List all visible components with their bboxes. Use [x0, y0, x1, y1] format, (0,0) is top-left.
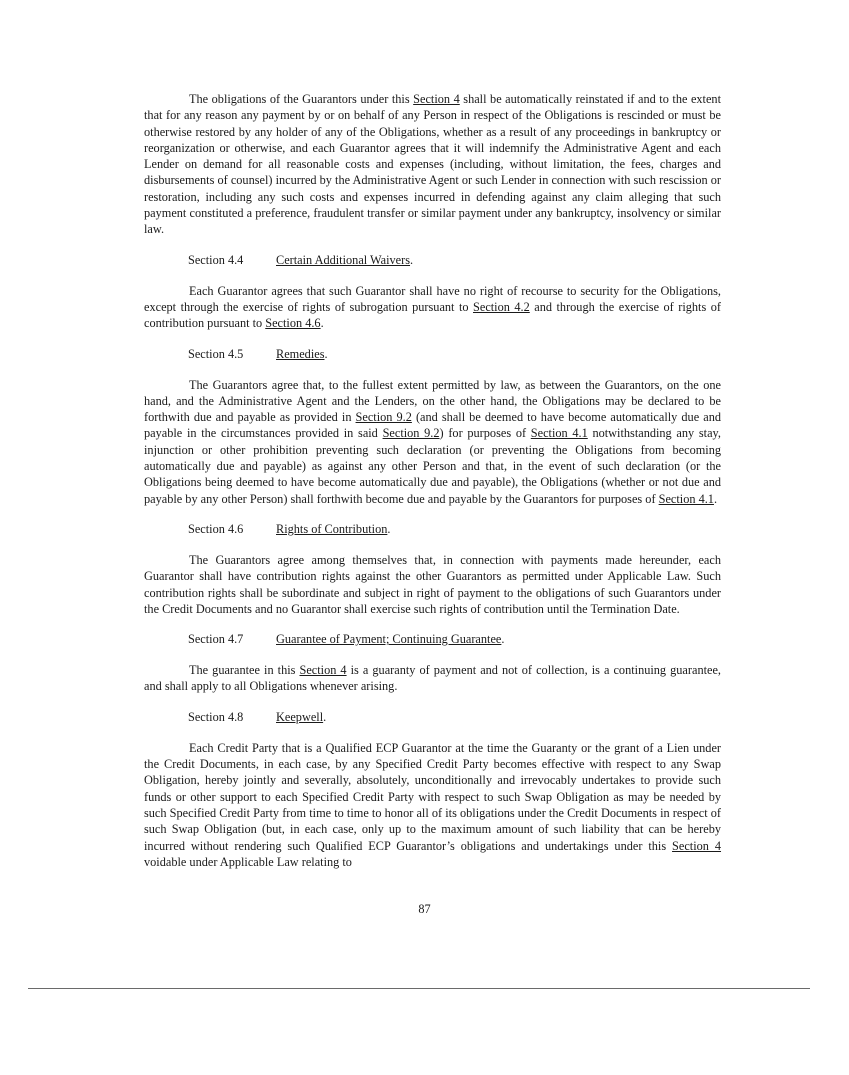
section-title: Guarantee of Payment; Continuing Guarantee	[276, 632, 502, 647]
section-title: Rights of Contribution	[276, 521, 388, 536]
section-number: Section 4.7	[188, 632, 244, 647]
document-page	[144, 91, 721, 870]
section-reference-link: Section 9.2	[355, 410, 412, 425]
text-run: Each Credit Party that is a Qualified ECP Guarantor at the time the Guaranty or the grant of a Lien under the Credit Documents, in each case, by any Specified Credit Party becomes effective with respect to any Swap Obligation, hereby jointly and severally, absolutely, unconditionally and irrevocably undertakes to provide such funds or other support to each Specified Credit Party with respect to such Swap Obligation as may be needed by such Specified Credit Party from time to time to honor all of its obligations under the Credit Documents in respect of such Swap Obligation (but, in each case, only up to the maximum amount of such liability that can be hereby incurred without rendering such Qualified ECP Guarantor’s obligations and undertakings under this	[144, 740, 721, 853]
footer-divider	[28, 988, 810, 989]
section-reference-link: Section 4	[672, 838, 722, 853]
page-number: 87	[418, 902, 431, 916]
text-run: notwithstanding any stay, injunction or other prohibition preventing such declaration (or preventing the Obligations from becoming automatically due and payable) as against any other Person and that, in the event of such declaration (or the Obligations being deemed to have become automatically due and payable), the Obligations (whether or not due and payable by any other Person) shall forthwith become due and payable by the Guarantors for purposes of	[144, 426, 721, 506]
contribution-paragraph	[144, 552, 721, 617]
section-title: Remedies	[276, 346, 325, 361]
continuing-guarantee-paragraph	[144, 662, 721, 695]
section-number: Section 4.5	[188, 346, 244, 361]
section-4-4-heading	[144, 252, 721, 268]
section-reference-link: Section 4.2	[473, 299, 530, 314]
section-title-period: .	[501, 632, 505, 647]
section-number: Section 4.4	[188, 252, 244, 267]
text-run: .	[713, 491, 718, 506]
additional-waivers-paragraph	[144, 283, 721, 332]
text-run: (and shall be deemed to have become automatically due and payable in the circumstances provided in said	[144, 410, 721, 441]
text-run: .	[320, 316, 324, 331]
section-4-6-heading	[144, 521, 721, 537]
section-title-period: .	[323, 709, 327, 724]
remedies-paragraph	[144, 377, 721, 507]
section-title: Keepwell	[276, 709, 324, 724]
text-run: and through the exercise of rights of contribution pursuant to	[144, 299, 721, 331]
section-reference-link: Section 4.1	[658, 491, 714, 506]
section-title-period: .	[387, 521, 391, 536]
section-reference-link: Section 4.1	[530, 426, 588, 441]
section-4-5-heading	[144, 346, 721, 362]
section-title-period: .	[324, 346, 328, 361]
text-run: The Guarantors agree among themselves that, in connection with payments made hereunder, each Guarantor shall have contribution rights against the other Guarantors as permitted under Applicable Law. Such contribution rights shall be subordinate and subject in right of payment to the obligations of such Guarantors under the Credit Documents and no Guarantor shall exercise such rights of contribution until the Termination Date.	[144, 552, 721, 616]
section-number: Section 4.6	[188, 521, 244, 536]
section-reference-link: Section 4.6	[265, 316, 321, 331]
text-run: is a guaranty of payment and not of collection, is a continuing guarantee, and shall apply to all Obligations whenever arising.	[144, 663, 721, 694]
section-reference-link: Section 4	[413, 92, 460, 106]
section-title: Certain Additional Waivers	[276, 252, 411, 267]
text-run: voidable under Applicable Law relating to	[144, 854, 352, 869]
text-run: The obligations of the Guarantors under this	[189, 92, 414, 106]
section-4-7-heading	[144, 631, 721, 647]
text-run: The Guarantors agree that, to the fullest extent permitted by law, as between the Guarantors, on the one hand, and the Administrative Agent and the Lenders, on the other hand, the Obligations may be declared to be forthwith due and payable as provided in	[144, 377, 721, 425]
section-reference-link: Section 4	[299, 663, 347, 678]
section-title-period: .	[410, 252, 414, 267]
section-reference-link: Section 9.2	[382, 426, 440, 441]
text-run: shall be automatically reinstated if and to the extent that for any reason any payment by or on behalf of any Person in respect of the Obligations is rescinded or must be otherwise restored by any holder of any of the Obligations, whether as a result of any proceedings in bankruptcy or reorganization or otherwise, and each Guarantor agrees that it will indemnify the Administrative Agent and each Lender on demand for all reasonable costs and expenses (including, without limitation, the fees, charges and disbursements of counsel) incurred by the Administrative Agent or such Lender in connection with such rescission or restoration, including any such costs and expenses incurred in defending against any claim alleging that such payment constituted a preference, fraudulent transfer or similar payment under any bankruptcy, insolvency or similar law.	[144, 92, 722, 237]
section-number: Section 4.8	[188, 709, 244, 724]
reinstatement-paragraph	[144, 91, 721, 238]
text-run: Each Guarantor agrees that such Guarantor shall have no right of recourse to security for the Obligations, except through the exercise of rights of subrogation pursuant to	[144, 283, 721, 314]
text-run: The guarantee in this	[189, 663, 300, 678]
keepwell-paragraph	[144, 740, 721, 870]
section-4-8-heading	[144, 709, 721, 725]
text-run: ) for purposes of	[439, 426, 531, 441]
